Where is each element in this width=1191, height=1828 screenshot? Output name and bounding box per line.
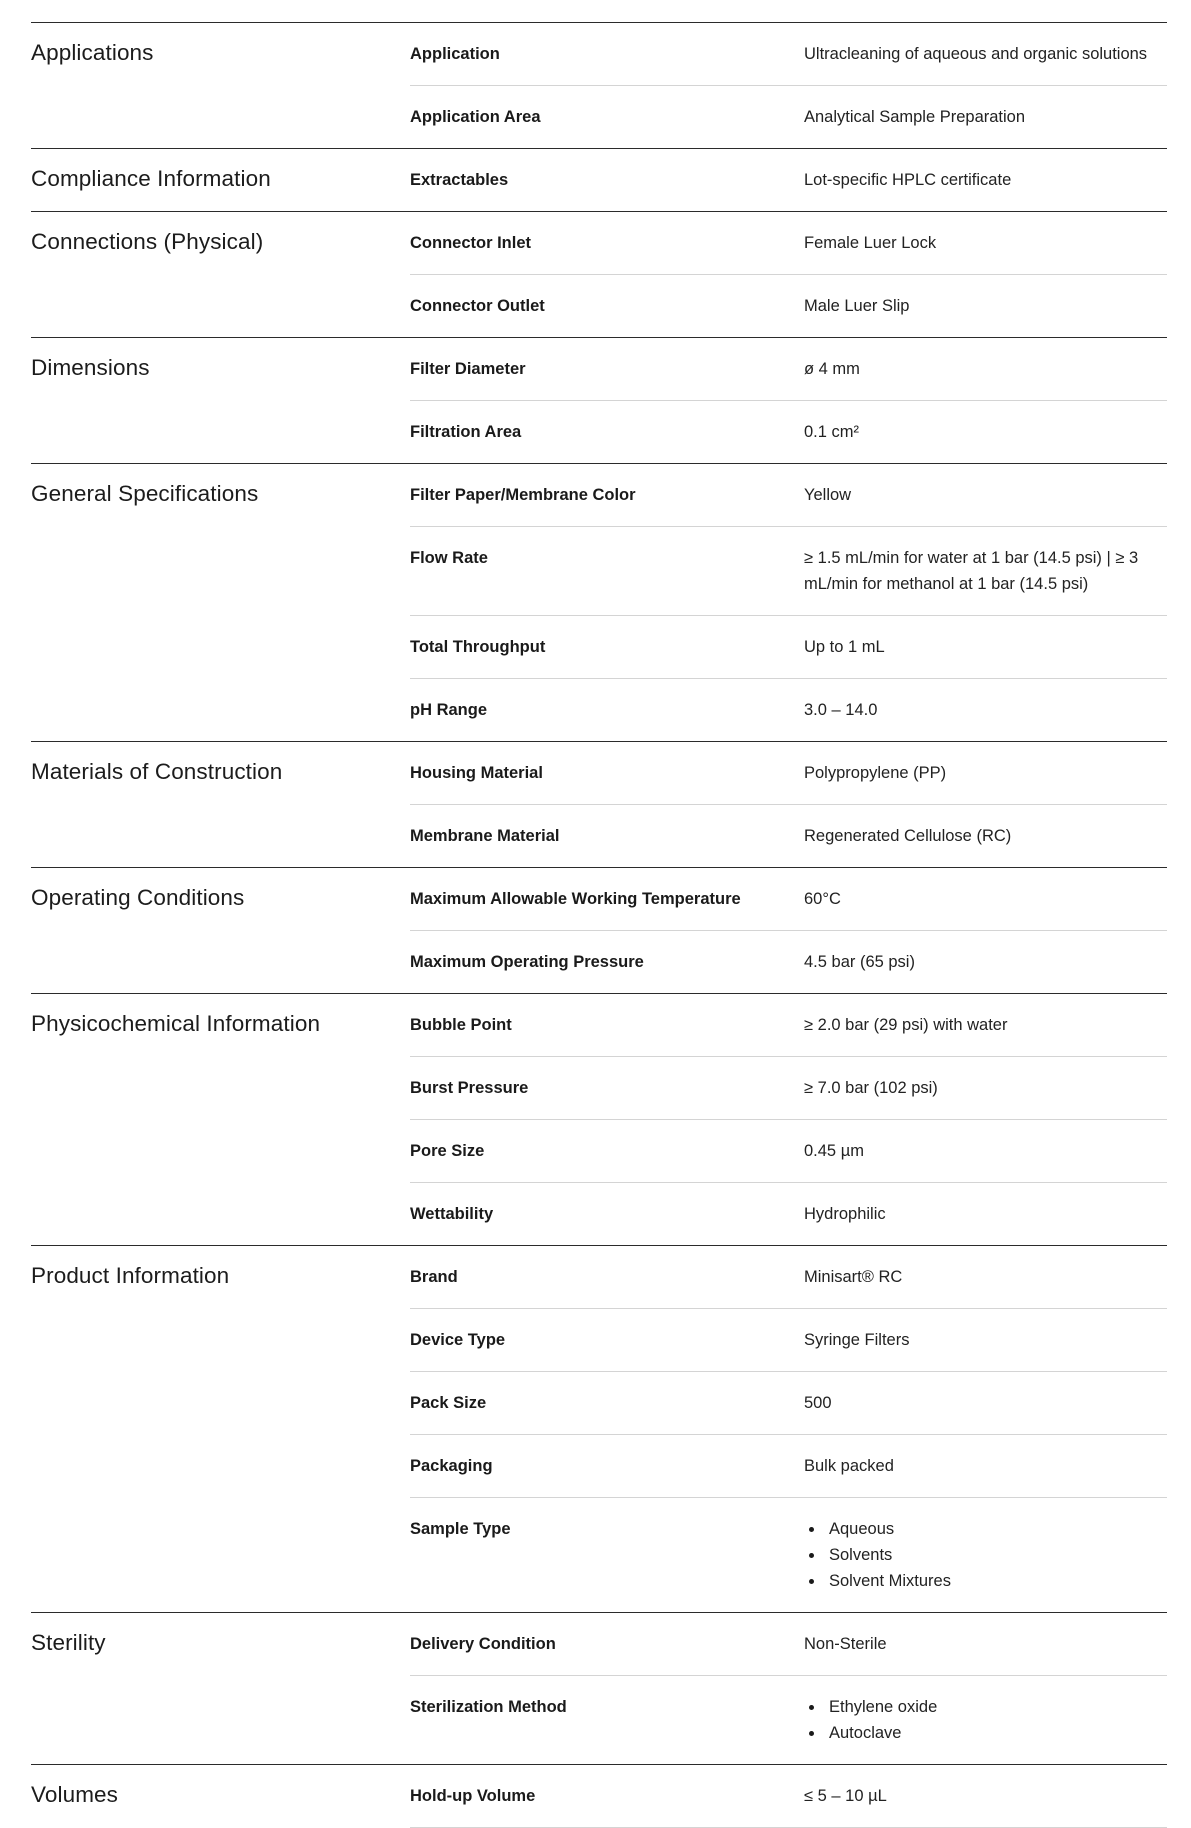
spec-label: Membrane Material	[410, 827, 560, 845]
spec-rows	[410, 1613, 1167, 1764]
spec-label: Filter Paper/Membrane Color	[410, 486, 636, 504]
spec-value: Ultracleaning of aqueous and organic solutions	[804, 45, 1148, 63]
spec-label: Application Area	[410, 108, 541, 126]
spec-row-hold-up-volume	[410, 1765, 1167, 1828]
spec-group-title: Materials of Construction	[31, 759, 283, 784]
spec-group-applications	[31, 22, 1167, 148]
spec-value	[804, 1694, 1167, 1746]
spec-rows	[410, 994, 1167, 1245]
spec-label: pH Range	[410, 701, 488, 719]
spec-value-list	[804, 1516, 1157, 1594]
spec-row-sterilization-method	[410, 1676, 1167, 1764]
spec-value: Up to 1 mL	[804, 638, 885, 656]
spec-group-title: General Specifications	[31, 481, 259, 506]
spec-row-total-throughput	[410, 616, 1167, 679]
spec-rows	[410, 1765, 1167, 1828]
spec-label: Wettability	[410, 1205, 494, 1223]
spec-value-list-item: Autoclave	[829, 1720, 1157, 1746]
spec-value: Syringe Filters	[804, 1331, 910, 1349]
spec-label: Device Type	[410, 1331, 506, 1349]
spec-row-application-area	[410, 86, 1167, 148]
spec-label: Total Throughput	[410, 638, 546, 656]
spec-row-extractables	[410, 149, 1167, 211]
spec-row-application	[410, 23, 1167, 86]
spec-group-connections-physical	[31, 211, 1167, 337]
spec-rows	[410, 212, 1167, 337]
spec-row-maximum-allowable-working-temperature	[410, 868, 1167, 931]
spec-row-pack-size	[410, 1372, 1167, 1435]
spec-row-burst-pressure	[410, 1057, 1167, 1120]
spec-group-title: Connections (Physical)	[31, 229, 264, 254]
spec-value-list-item: Aqueous	[829, 1516, 1157, 1542]
spec-group-sterility	[31, 1612, 1167, 1764]
spec-row-housing-material	[410, 742, 1167, 805]
spec-value-list	[804, 1694, 1157, 1746]
spec-value: 3.0 – 14.0	[804, 701, 878, 719]
spec-value	[804, 1516, 1167, 1594]
spec-row-ph-range	[410, 679, 1167, 741]
spec-row-bubble-point	[410, 994, 1167, 1057]
spec-rows	[410, 464, 1167, 741]
spec-rows	[410, 149, 1167, 211]
spec-row-filter-diameter	[410, 338, 1167, 401]
spec-label: Burst Pressure	[410, 1079, 529, 1097]
spec-label: Packaging	[410, 1457, 493, 1475]
spec-group-title: Dimensions	[31, 355, 150, 380]
spec-group-volumes	[31, 1764, 1167, 1828]
spec-value: ≥ 2.0 bar (29 psi) with water	[804, 1016, 1008, 1034]
spec-group-physicochemical-information	[31, 993, 1167, 1245]
spec-rows	[410, 868, 1167, 993]
spec-group-title: Product Information	[31, 1263, 230, 1288]
spec-value: Minisart® RC	[804, 1268, 903, 1286]
spec-label: Bubble Point	[410, 1016, 512, 1034]
spec-group-materials-of-construction	[31, 741, 1167, 867]
spec-value: ≥ 1.5 mL/min for water at 1 bar (14.5 psi) | ≥ 3 mL/min for methanol at 1 bar (14.5 psi)	[804, 549, 1139, 593]
spec-value: Non-Sterile	[804, 1635, 887, 1653]
spec-row-connector-outlet	[410, 275, 1167, 337]
spec-label: Application	[410, 45, 500, 63]
spec-label: Sample Type	[410, 1520, 511, 1538]
spec-value: ≥ 7.0 bar (102 psi)	[804, 1079, 938, 1097]
spec-row-delivery-condition	[410, 1613, 1167, 1676]
spec-row-flow-rate	[410, 527, 1167, 616]
spec-group-operating-conditions	[31, 867, 1167, 993]
spec-group-compliance-information	[31, 148, 1167, 211]
spec-value: Polypropylene (PP)	[804, 764, 947, 782]
spec-value: Yellow	[804, 486, 852, 504]
spec-rows	[410, 742, 1167, 867]
spec-value-list-item: Solvents	[829, 1542, 1157, 1568]
spec-group-title: Sterility	[31, 1630, 106, 1655]
spec-group-title: Compliance Information	[31, 166, 271, 191]
spec-label: Filter Diameter	[410, 360, 526, 378]
spec-value: Analytical Sample Preparation	[804, 108, 1026, 126]
spec-label: Flow Rate	[410, 549, 488, 567]
spec-value: 0.45 µm	[804, 1142, 864, 1160]
spec-label: Connector Inlet	[410, 234, 532, 252]
spec-value: Female Luer Lock	[804, 234, 937, 252]
spec-row-maximum-operating-pressure	[410, 931, 1167, 993]
spec-row-sample-type	[410, 1498, 1167, 1612]
spec-label: Filtration Area	[410, 423, 522, 441]
spec-group-title: Operating Conditions	[31, 885, 245, 910]
spec-row-brand	[410, 1246, 1167, 1309]
spec-label: Connector Outlet	[410, 297, 545, 315]
spec-group-product-information	[31, 1245, 1167, 1612]
spec-value-list-item: Solvent Mixtures	[829, 1568, 1157, 1594]
spec-value: 500	[804, 1394, 832, 1412]
spec-value: 60°C	[804, 890, 841, 908]
spec-group-general-specifications	[31, 463, 1167, 741]
spec-rows	[410, 338, 1167, 463]
spec-row-filtration-area	[410, 401, 1167, 463]
spec-value: Lot-specific HPLC certificate	[804, 171, 1012, 189]
spec-label: Pore Size	[410, 1142, 485, 1160]
spec-label: Hold-up Volume	[410, 1787, 536, 1805]
spec-row-wettability	[410, 1183, 1167, 1245]
spec-label: Pack Size	[410, 1394, 487, 1412]
spec-group-dimensions	[31, 337, 1167, 463]
spec-value: 0.1 cm²	[804, 423, 860, 441]
spec-rows	[410, 1246, 1167, 1612]
specifications-table	[31, 22, 1167, 1828]
spec-value-list-item: Ethylene oxide	[829, 1694, 1157, 1720]
spec-group-title: Applications	[31, 40, 154, 65]
spec-label: Brand	[410, 1268, 458, 1286]
spec-value: ø 4 mm	[804, 360, 860, 378]
spec-row-filter-paper-membrane-color	[410, 464, 1167, 527]
spec-label: Sterilization Method	[410, 1698, 567, 1716]
spec-row-device-type	[410, 1309, 1167, 1372]
spec-value: Male Luer Slip	[804, 297, 910, 315]
spec-rows	[410, 23, 1167, 148]
spec-row-membrane-material	[410, 805, 1167, 867]
spec-value: Regenerated Cellulose (RC)	[804, 827, 1012, 845]
spec-row-pore-size	[410, 1120, 1167, 1183]
spec-value: ≤ 5 – 10 µL	[804, 1787, 887, 1805]
spec-value: Bulk packed	[804, 1457, 894, 1475]
spec-row-connector-inlet	[410, 212, 1167, 275]
spec-value: 4.5 bar (65 psi)	[804, 953, 915, 971]
spec-label: Delivery Condition	[410, 1635, 556, 1653]
spec-value: Hydrophilic	[804, 1205, 886, 1223]
spec-label: Maximum Operating Pressure	[410, 953, 644, 971]
spec-label: Maximum Allowable Working Temperature	[410, 890, 741, 908]
spec-label: Extractables	[410, 171, 509, 189]
spec-group-title: Volumes	[31, 1782, 118, 1807]
spec-row-packaging	[410, 1435, 1167, 1498]
spec-group-title: Physicochemical Information	[31, 1011, 321, 1036]
spec-label: Housing Material	[410, 764, 543, 782]
